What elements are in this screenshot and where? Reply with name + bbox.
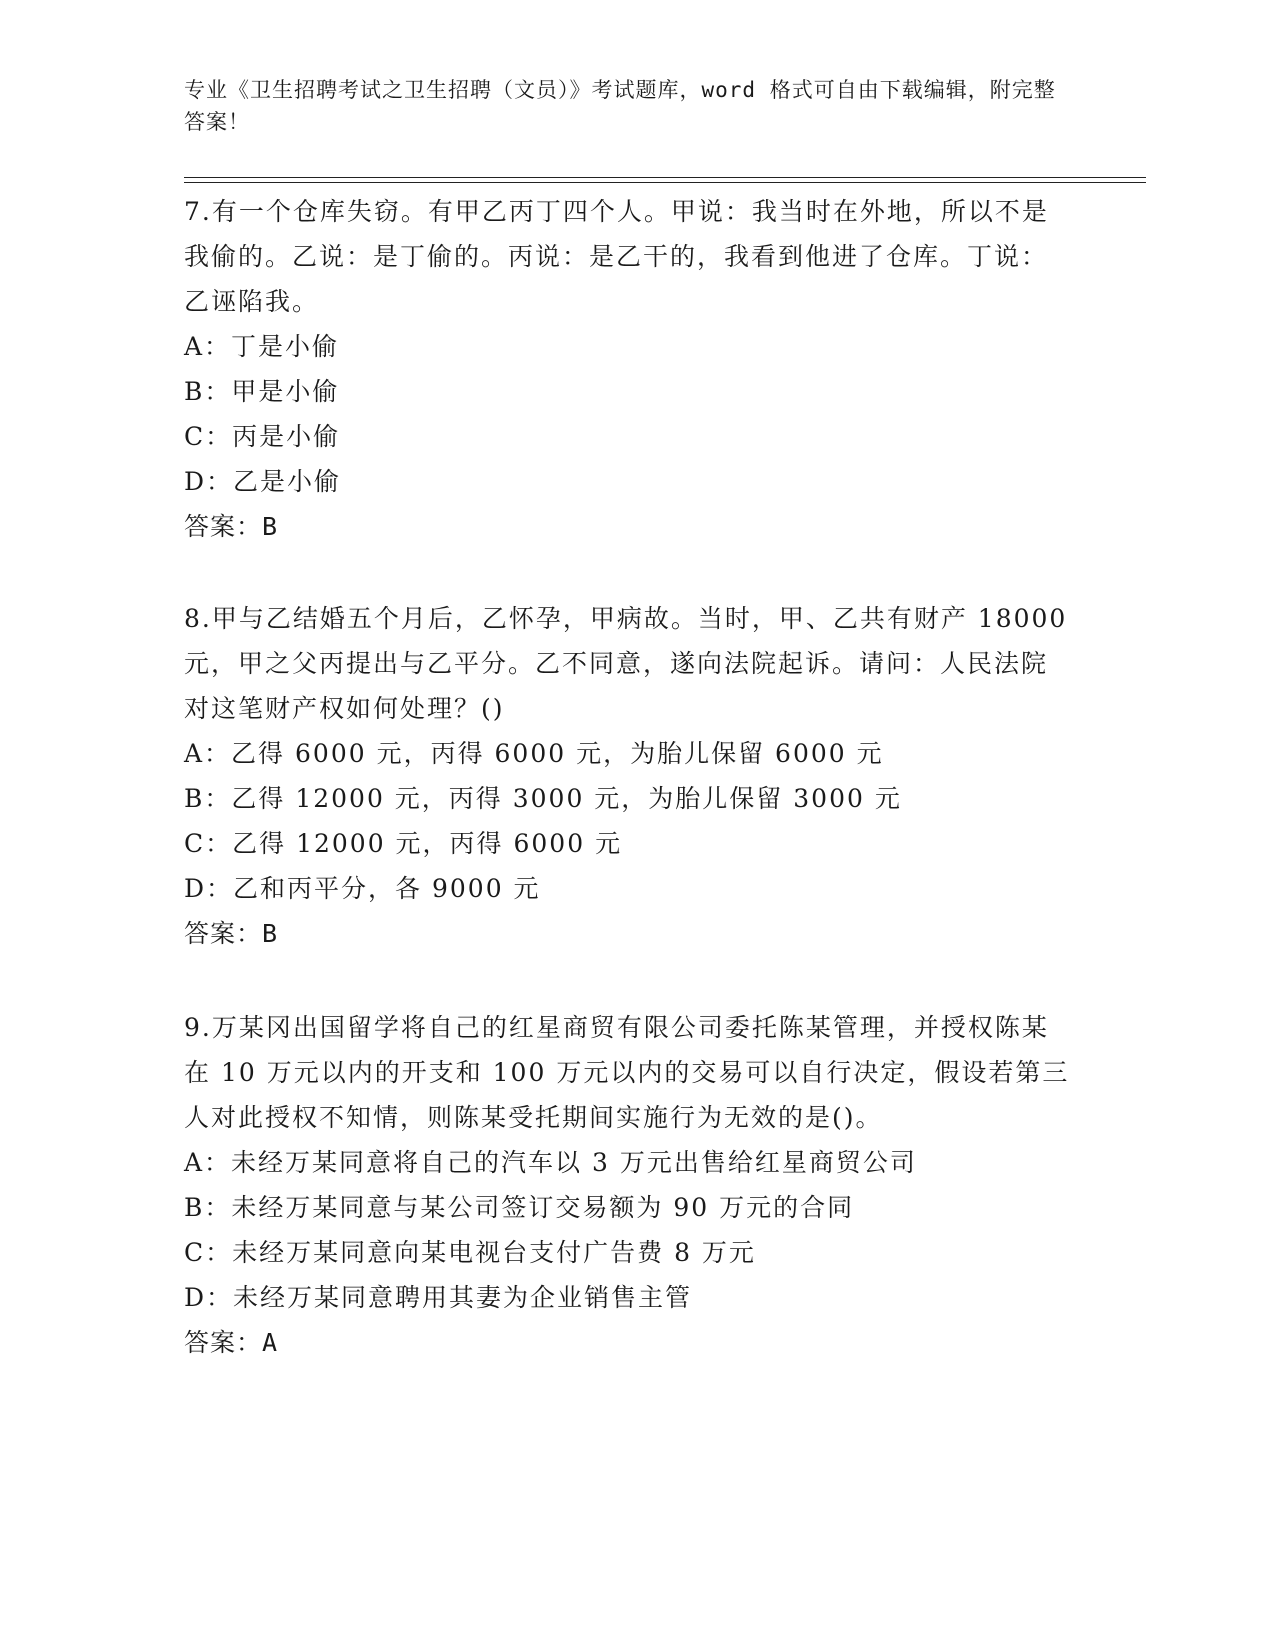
answer-label: 答案：A xyxy=(184,1328,279,1357)
question-text: 9.万某冈出国留学将自己的红星商贸有限公司委托陈某管理，并授权陈某在 10 万元以内的开支和 100 万元以内的交易可以自行决定，假设若第三人对此授权不知情，则陈某受托期间实施行为无效的是()。 xyxy=(184,1013,1070,1132)
header-divider-bottom xyxy=(184,182,1146,183)
option-a: A：乙得 6000 元，丙得 6000 元，为胎儿保留 6000 元 xyxy=(184,739,884,768)
answer-label: 答案：B xyxy=(184,512,279,541)
option-d: D：乙是小偷 xyxy=(184,467,342,496)
option-c: C：未经万某同意向某电视台支付广告费 8 万元 xyxy=(184,1238,756,1267)
option-d: D：乙和丙平分，各 9000 元 xyxy=(184,874,541,903)
option-b: B：未经万某同意与某公司签订交易额为 90 万元的合同 xyxy=(184,1193,855,1222)
document-header: 专业《卫生招聘考试之卫生招聘（文员）》考试题库，word 格式可自由下载编辑，附完整答案！ xyxy=(184,78,1056,134)
question-text: 7.有一个仓库失窃。有甲乙丙丁四个人。甲说：我当时在外地，所以不是我偷的。乙说：是丁偷的。丙说：是乙干的，我看到他进了仓库。丁说：乙诬陷我。 xyxy=(184,197,1049,316)
question-7 xyxy=(184,189,1074,550)
option-c: C：丙是小偷 xyxy=(184,422,341,451)
option-a: A：未经万某同意将自己的汽车以 3 万元出售给红星商贸公司 xyxy=(184,1148,917,1177)
header-divider-top xyxy=(184,177,1146,178)
option-list xyxy=(184,731,1074,911)
question-text: 8.甲与乙结婚五个月后，乙怀孕，甲病故。当时，甲、乙共有财产 18000 元，甲之父丙提出与乙平分。乙不同意，遂向法院起诉。请问：人民法院对这笔财产权如何处理？() xyxy=(184,604,1068,723)
option-list xyxy=(184,324,1074,504)
option-a: A：丁是小偷 xyxy=(184,332,340,361)
option-d: D：未经万某同意聘用其妻为企业销售主管 xyxy=(184,1283,693,1312)
option-list xyxy=(184,1140,1074,1320)
option-b: B：甲是小偷 xyxy=(184,377,340,406)
option-c: C：乙得 12000 元，丙得 6000 元 xyxy=(184,829,623,858)
question-9 xyxy=(184,1005,1074,1366)
question-8 xyxy=(184,596,1074,957)
option-b: B：乙得 12000 元，丙得 3000 元，为胎儿保留 3000 元 xyxy=(184,784,902,813)
answer-label: 答案：B xyxy=(184,919,279,948)
